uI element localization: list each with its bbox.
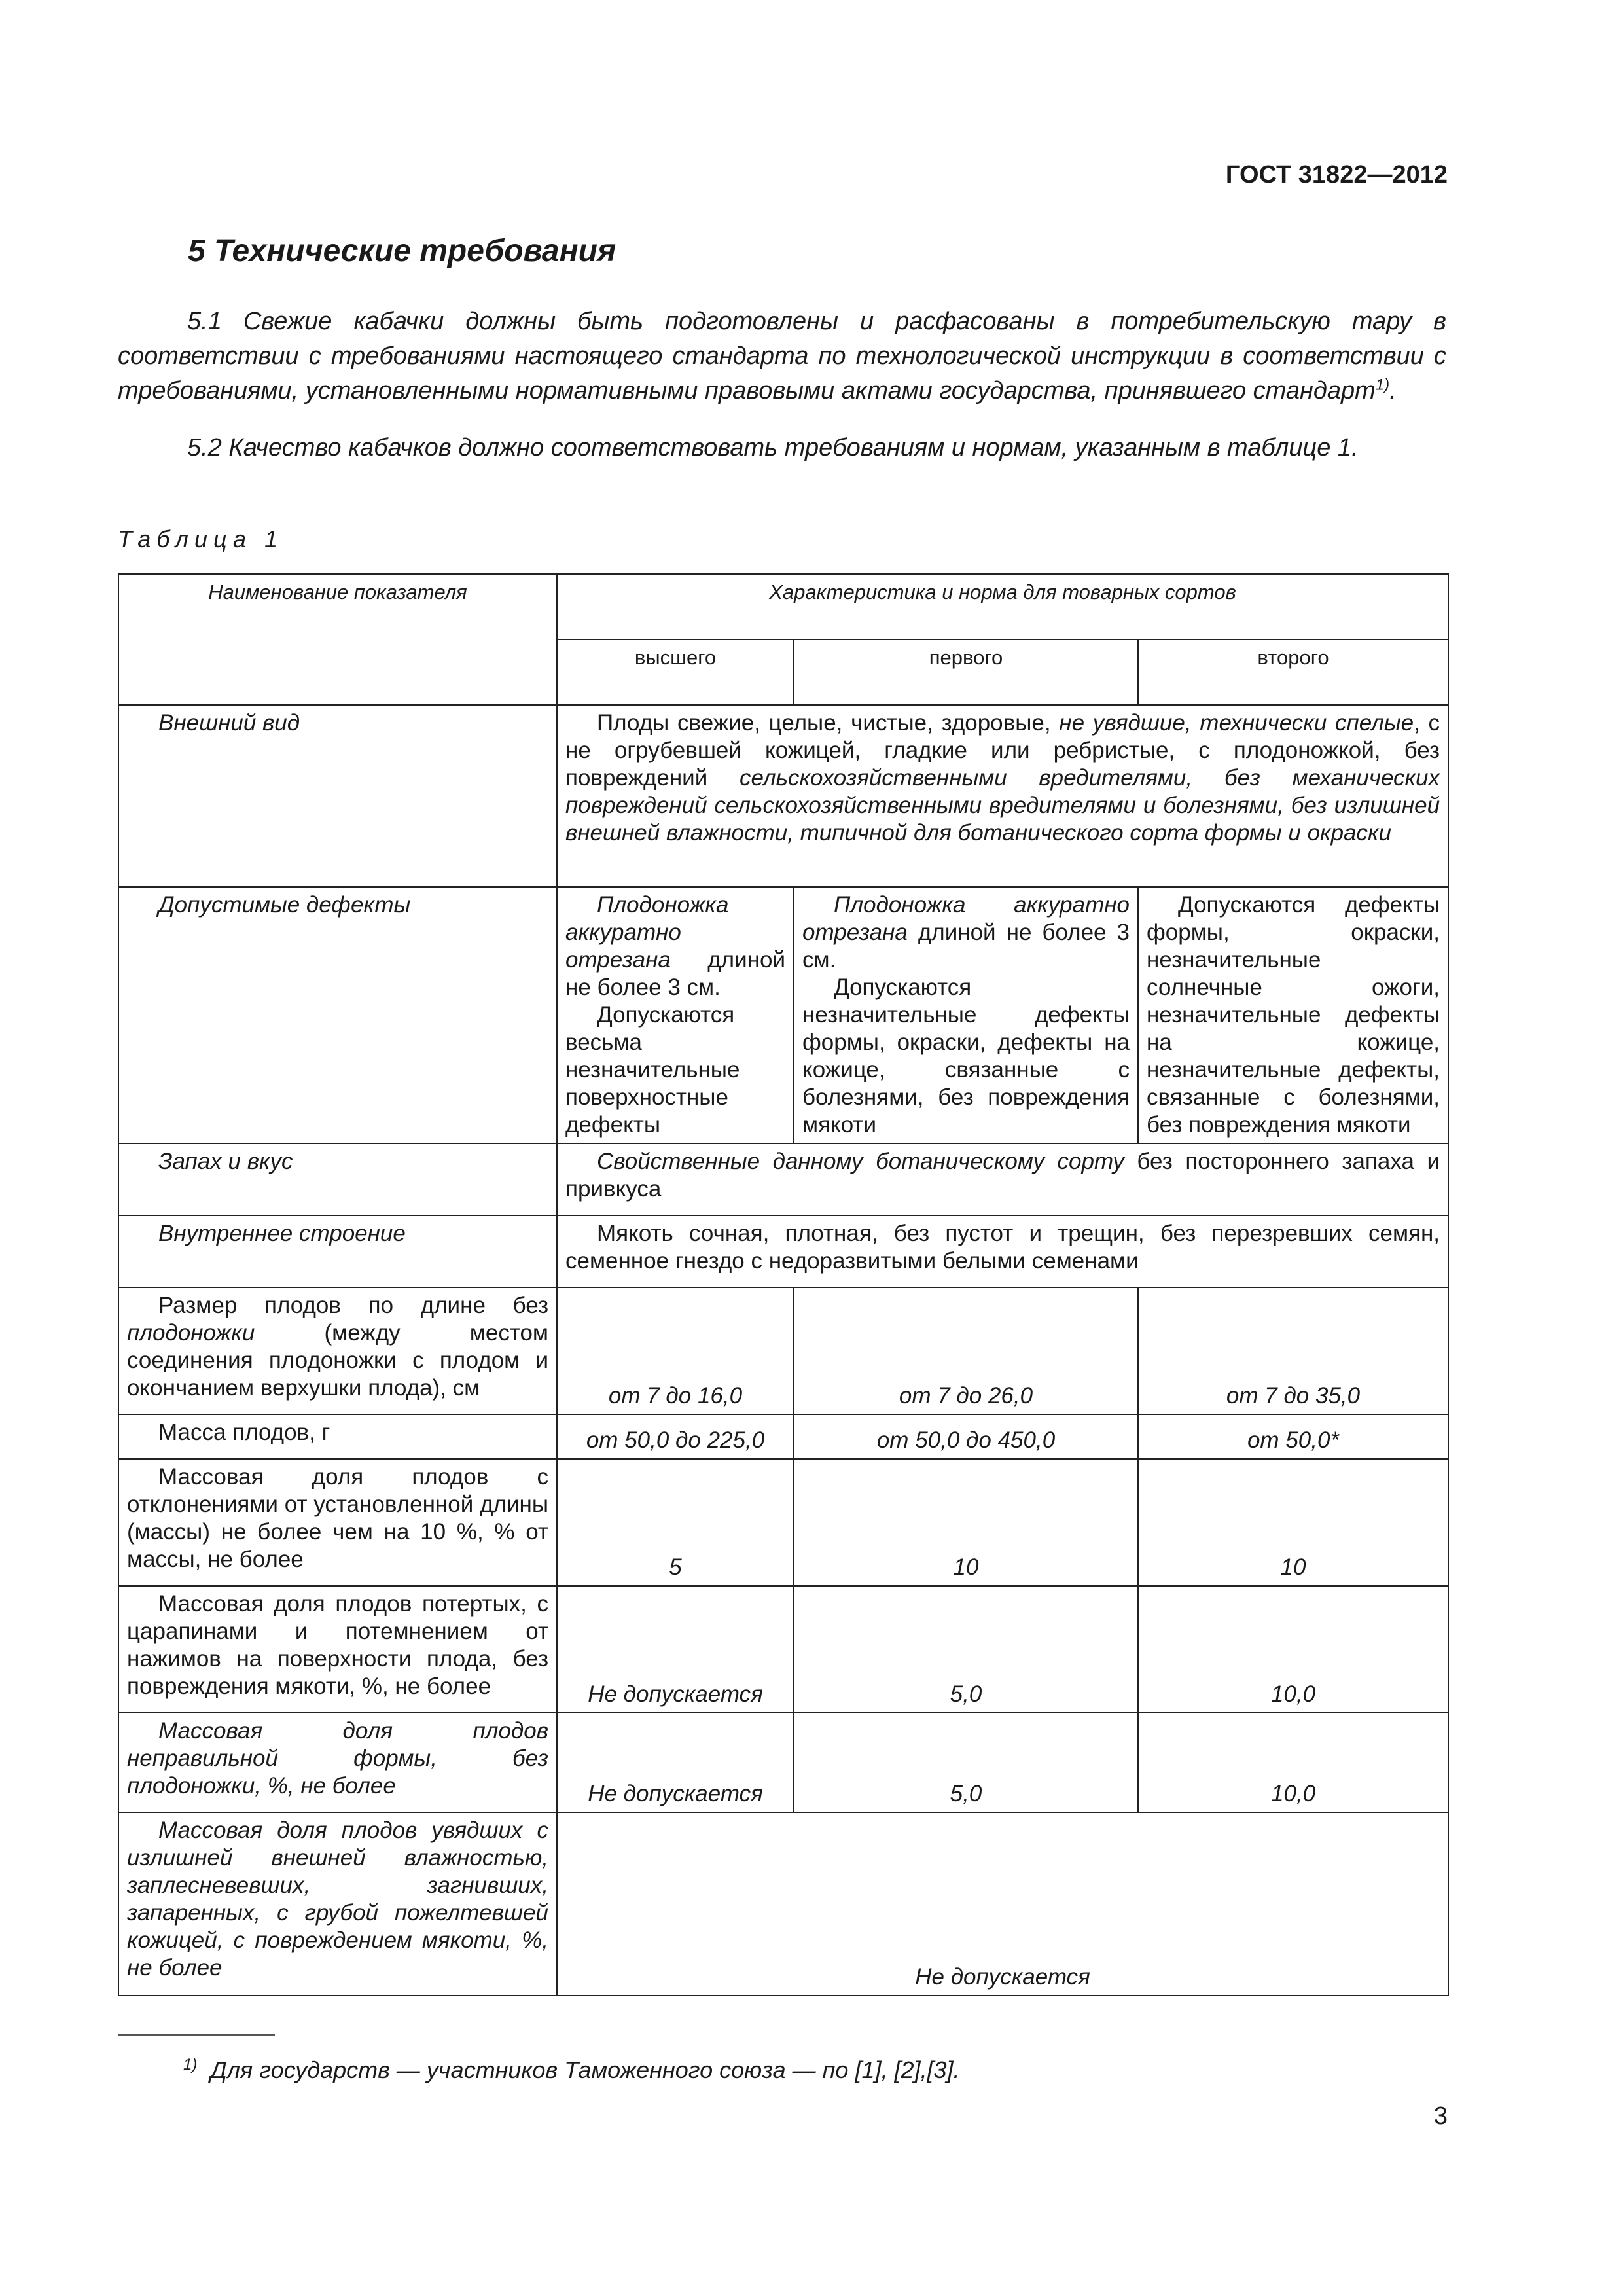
defects-highest [557, 887, 794, 1143]
appearance-value [557, 705, 1448, 887]
deviation-second: 10 [1138, 1459, 1448, 1586]
table-row [118, 1215, 1448, 1287]
footnote-text: Для государств — участников Таможенного союза — по [1], [2],[3]. [210, 2056, 960, 2083]
deviation-highest: 5 [557, 1459, 794, 1586]
table-row [118, 1812, 1448, 1996]
row-name-irregular: Массовая доля плодов неправильной формы, без плодоножки, %, не более [118, 1713, 557, 1812]
scratched-second: 10,0 [1138, 1586, 1448, 1713]
defects-first [794, 887, 1138, 1143]
table-caption: Таблица 1 [118, 526, 284, 552]
paragraph-5-1 [118, 304, 1446, 408]
header-grade-first: первого [794, 639, 1138, 705]
table-row [118, 1459, 1448, 1586]
footnote-divider [118, 2034, 275, 2036]
defects-second: Допускаются дефекты формы, окраски, незначительные солнечные ожоги, незначительные дефекты на кожице, незначительные дефекты, связанные с болезнями, без повреждения мякоти [1138, 887, 1448, 1143]
header-grade-second: второго [1138, 639, 1448, 705]
paragraph-5-1-end: . [1389, 377, 1397, 404]
defects-highest-c: Допускаются весьма незначительные поверхностные дефекты [565, 1002, 740, 1138]
mass-second: от 50,0* [1138, 1414, 1448, 1459]
table-row [118, 1713, 1448, 1812]
appearance-text-1: Плоды свежие, целые, чистые, здоровые, [597, 710, 1060, 736]
table-header-row [118, 574, 1448, 639]
row-name-mass: Масса плодов, г [118, 1414, 557, 1459]
paragraph-5-2: 5.2 Качество кабачков должно соответствовать требованиям и нормам, указанным в таблице 1. [187, 434, 1359, 461]
irregular-first: 5,0 [794, 1713, 1138, 1812]
footnote-marker: 1) [183, 2056, 198, 2073]
deviation-first: 10 [794, 1459, 1138, 1586]
appearance-text-3: , с не огрубевшей кожицей, гладкие или ребристые, с плодоножкой, без повреждений [565, 710, 1440, 791]
length-first: от 7 до 26,0 [794, 1287, 1138, 1414]
section-title: 5 Технические требования [188, 234, 616, 268]
row-name-length [118, 1287, 557, 1414]
appearance-text-2: не увядшие, технически спелые [1059, 710, 1414, 736]
defects-first-a: Плодоножка аккуратно отрезана [802, 892, 1130, 945]
header-indicator-name: Наименование показателя [118, 574, 557, 705]
footnote-ref: 1) [1375, 376, 1390, 394]
irregular-highest: Не допускается [557, 1713, 794, 1812]
table-row [118, 1287, 1448, 1414]
row-name-appearance: Внешний вид [118, 705, 557, 887]
appearance-text-4: сельскохозяйственными вредителями, без механических повреждений сельскохозяйственными вредителями и болезнями, без излишней внешней влажности, типичной для ботанического сорта формы и окраски [565, 765, 1440, 846]
length-name-3: (между местом соединения плодоножки с плодом и окончанием верхушки плода), см [127, 1320, 548, 1401]
row-name-defects: Допустимые дефекты [118, 887, 557, 1143]
mass-highest: от 50,0 до 225,0 [557, 1414, 794, 1459]
row-name-internal: Внутреннее строение [118, 1215, 557, 1287]
table-row [118, 1414, 1448, 1459]
smell-value [557, 1143, 1448, 1215]
smell-text-2: без постороннего запаха и привкуса [565, 1149, 1440, 1202]
length-name-2: плодоножки [127, 1320, 255, 1346]
row-name-scratched: Массовая доля плодов потертых, с царапинами и потемнением от нажимов на поверхности плода, без повреждения мякоти, %, не более [118, 1586, 557, 1713]
table-row [118, 1143, 1448, 1215]
irregular-second: 10,0 [1138, 1713, 1448, 1812]
length-highest: от 7 до 16,0 [557, 1287, 794, 1414]
defects-first-c: Допускаются незначительные дефекты формы, окраски, дефекты на кожице, связанные с болезнями, без повреждения мякоти [802, 975, 1130, 1138]
scratched-highest: Не допускается [557, 1586, 794, 1713]
length-name-1: Размер плодов по длине без [158, 1293, 548, 1318]
table-row [118, 887, 1448, 1143]
internal-value: Мякоть сочная, плотная, без пустот и трещин, без перезревших семян, семенное гнездо с недоразвитыми белыми семенами [557, 1215, 1448, 1287]
defects-highest-a: Плодоножка аккуратно отрезана [565, 892, 729, 973]
quality-table [118, 573, 1449, 1996]
table-row [118, 1586, 1448, 1713]
smell-text-1: Свойственные данному ботаническому сорту [597, 1149, 1124, 1174]
document-code: ГОСТ 31822—2012 [1225, 161, 1448, 188]
footnote [183, 2056, 960, 2084]
length-second: от 7 до 35,0 [1138, 1287, 1448, 1414]
table-row [118, 705, 1448, 887]
paragraph-5-1-text: 5.1 Свежие кабачки должны быть подготовлены и расфасованы в потребительскую тару в соответствии с требованиями настоящего стандарта по технологической инструкции в соответствии с требованиями, установленными нормативными правовыми актами государства, принявшего стандарт [118, 308, 1446, 404]
page-number: 3 [1433, 2102, 1448, 2130]
header-grade-highest: высшего [557, 639, 794, 705]
header-grade-group: Характеристика и норма для товарных сортов [557, 574, 1448, 639]
mass-first: от 50,0 до 450,0 [794, 1414, 1138, 1459]
row-name-wilted: Массовая доля плодов увядших с излишней внешней влажностью, заплесневевших, загнивших, запаренных, с грубой пожелтевшей кожицей, с повреждением мякоти, %, не более [118, 1812, 557, 1996]
row-name-smell: Запах и вкус [118, 1143, 557, 1215]
defects-first-b: длиной не более 3 см. [802, 920, 1130, 973]
scratched-first: 5,0 [794, 1586, 1138, 1713]
defects-highest-b: длиной не более 3 см. [565, 947, 785, 1000]
wilted-value: Не допускается [557, 1812, 1448, 1996]
row-name-deviation: Массовая доля плодов с отклонениями от установленной длины (массы) не более чем на 10 %, % от массы, не более [118, 1459, 557, 1586]
